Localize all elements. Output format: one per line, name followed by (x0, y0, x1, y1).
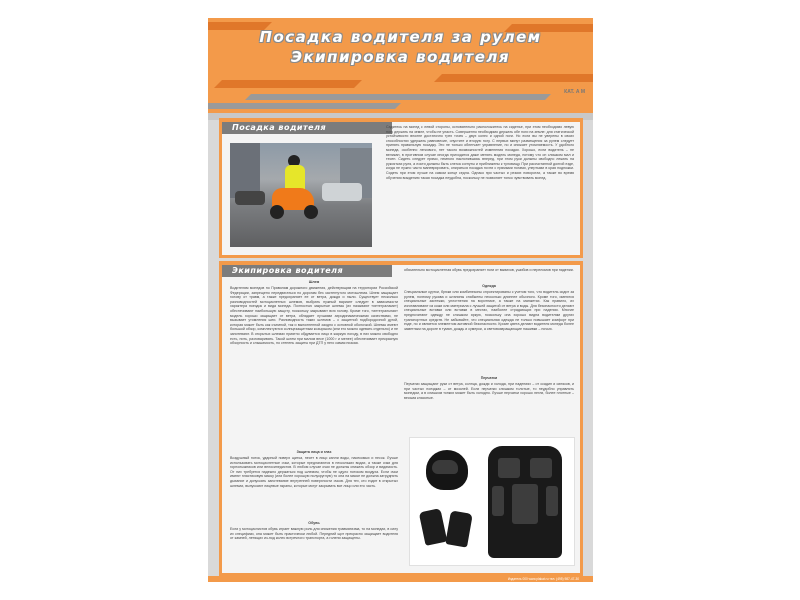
glove-image (445, 510, 473, 547)
gloves-text: Перчатки защищают руки от ветра, солнца, дождя и холода, при падениях – от ссадин и синяков, и при частых поездках – от мозолей. Если перчатки слишком толстые, то неудобно управлять мопедом, а в слишком тонких может быть холодно. Лучше перчатки хорошо легли, более плотные – весьма классные. (404, 382, 574, 400)
car-shape (235, 191, 265, 205)
wheel-shape (304, 205, 318, 219)
helmet-heading: Шлем (308, 280, 320, 284)
category-label: КАТ. А М (564, 89, 585, 95)
seating-text: Садитесь на мопед с левой стороны, основательно расположитесь на сиденье, при этом необходимо левую ногу держать на земле, чтобы не упасть. Совершенно необходимо держать обе ноги на земле: для статической устойчивости вполне достаточно трех точек – двух колес и одной ноги. Но если вы не уверены в своих способностях удержать равновесие, опустите и вторую ногу. С первых минут размещения за рулем следует принять правильную посадку. Это не только облегчает управление, но и снижает утомляемость. У удобного мопеда, особенно легкового, нет такого возможностей изменения посадки. Хорошо, если водитель – не великан, в противном случае иногда приходится даже менять модель мопеда, потому что он слишком мал и тесен. Сидеть следует прямо, немного наклонившись вперед, при этом руки должны свободно лежать на рукоятках руля, а локти должны быть слегка согнуты и приближены к туловищу. При рассчитанной долгой езде, когда не нужно часто маневрировать, опираться посадка почти с прямыми ногами, упертыми в края подножки. Сидеть при этом лучше на самом конце седла. Однако при частых и резких поворотах, а также во время обучения вождению такая посадка неудобна, поскольку не позволяет тонко чувствовать мопед. (386, 125, 574, 180)
page-subtitle: Экипировка водителя (290, 48, 511, 66)
section-seating-heading: Посадка водителя (222, 122, 392, 134)
footwear-text: Если у мотоциклистов обувь играет важную роль для снижения травматизма, то на мопедах, в силу их специфики, она может быть практически любой. Передний щит прекрасно защищает водителя от камней, летящих из-под колес встречного транспорта, а голени защищены. (230, 527, 398, 541)
publisher-info: Издатель 000 www.plakat.ru тел. (495) 987-47-30 (507, 577, 579, 581)
rider-photo (230, 143, 372, 247)
poster (208, 18, 593, 582)
jacket-pad (492, 486, 504, 516)
decor-stripe (208, 103, 401, 109)
clothing-heading: Одежда (482, 284, 496, 288)
footwear-text-continued: обязательно мотоциклетная обувь предохраняет ноги от вывихов, ушибов и переломов при падении. (404, 268, 574, 272)
page-title: Посадка водителя за рулем (259, 28, 542, 46)
jacket-pad (530, 458, 552, 478)
gear-photo (409, 437, 575, 566)
jacket-pad (546, 486, 558, 516)
footwear-heading: Обувь (308, 521, 320, 525)
face-protection-heading: Защита лица и глаз (296, 450, 332, 454)
wheel-shape (270, 205, 284, 219)
decor-stripe (434, 74, 593, 82)
clothing-text: Специальные куртки, брюки или комбинезоны спроектированы с учетом того, что водитель сидит за рулем, поэтому рукава и штанины снабжены несколько длиннее обычного. Кроме того, имеются специальные застежки, уплотнения на воротнике, а также на манжетах. Как правило, их изготавливают из кожи или материала с лучшей защитой от ветра и воды. Для безопасности делают специальные вставки или вставки в местах, наиболее страдающих при падении. Многие предпочитают одежду не слишком яркую, поскольку она хорошо видна водителям других транспортных средств. Не забывайте, что специальная одежда не только повышает комфорт при езде, но и является элементом активной безопасности. Кроме цвета делают водителя мопеда более заметным на дороге в туман, дождь и сумерки, а световозвращающие нашивки – ночью. (404, 290, 574, 331)
jacket-image (488, 446, 562, 558)
face-protection-text: Воздушный поток, ударный поверх щитка, несет в лицо капли воды, насекомых и песок. Лучше использовать мотоциклетные очки, которые предлагаются в нескольких видах, а также очки для горнолыжников или велосипедистов. В любом случае очки не должны снижать обзор и видимость. От них требуется надежно держаться под шлемом, чтобы не сдуло потоком воздуха. Если очки имеют пластиковую маску (или более хорошую полукруглую) то она на маске не должна затруднять дыхание и допускать запотевание внутренней поверхности очков. Для тех, кто ездит в открытых шлемах, выпускают лицевые экраны, которые могут закрывать все лицо или его часть. (230, 456, 398, 488)
car-shape (322, 183, 362, 201)
gloves-heading: Перчатки (480, 376, 498, 380)
visor-shape (432, 460, 458, 474)
decor-stripe (245, 94, 551, 100)
jacket-pad (498, 458, 520, 478)
helmet-text: Водителям мопедов по Правилам дорожного движения, действующим на территории Российской Федерации, запрещено передвигаться по дорогам без застегнутого мотошлема. Шлем защищает голову от травм, а также предохраняет ее от ветра, дождя и пыли. Существует несколько разновидностей мотоциклетных шлемов, выбрать нужный вариант следует в зависимости характера поездок и вида мопеда. Полностью закрытые шлемы (их называют «интегралами») обеспечивают наибольшую защиту, поскольку закрывают всю голову. Кроме того, «интегральная» модель хорошо защищает от ветра, обладает лучшими аэродинамическими качествами, не вызывает утомления шеи. Разновидность таких шлемов – с защитной подбородочной дугой, которая может быть как съемной, так и выполненной заодно с основной оболочкой. Шлемы имеют большой обзор, комплектуются солнцезащитным козырьком (или его можно одевать отдельно) и не запотевают. В открытых шлемах приятно обдувается лицо в жаркую погоду, в них можно свободно есть, пить, разговаривать. Такой шлем при малом весе (1000 г и менее) обеспечивает прекрасную обзорность и слышимость, но степень защиты при ДТП у него самая низкая. (230, 286, 398, 346)
decor-stripe (214, 80, 362, 88)
section-gear-heading: Экипировка водителя (222, 265, 392, 277)
building-shape (230, 143, 260, 198)
poster-header (208, 18, 593, 113)
jacket-pad (512, 484, 538, 524)
glove-image (419, 508, 448, 546)
